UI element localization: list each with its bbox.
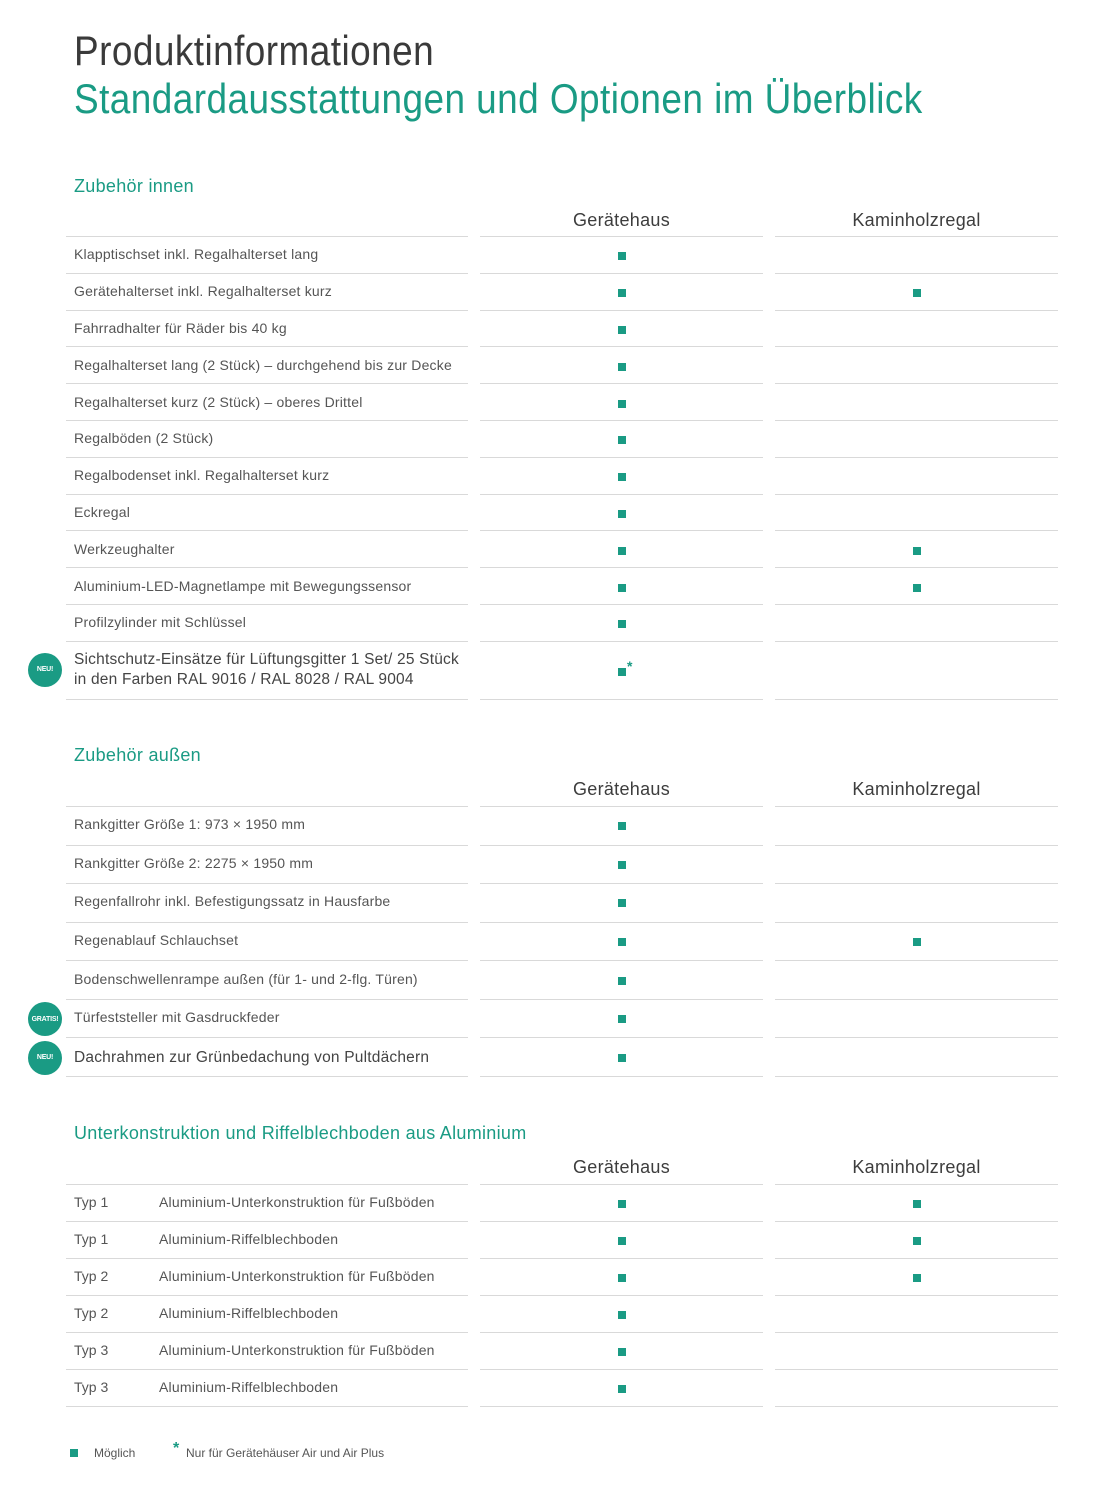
- column-header-kaminholzregal: Kaminholzregal: [852, 779, 981, 799]
- legend-note: Nur für Gerätehäuser Air und Air Plus: [186, 1446, 385, 1460]
- page-subtitle: Standardausstattungen und Optionen im Überblick: [74, 75, 923, 122]
- row-divider: [66, 383, 468, 384]
- table-row-label: Klapptischset inkl. Regalhalterset lang: [74, 246, 319, 263]
- row-divider: [480, 1037, 763, 1038]
- table-row-label: Rankgitter Größe 1: 973 × 1950 mm: [74, 816, 306, 833]
- available-square-icon: [618, 899, 626, 907]
- available-square-icon: [913, 1237, 921, 1245]
- table-row-label: Dachrahmen zur Grünbedachung von Pultdächern: [74, 1048, 430, 1066]
- row-divider: [480, 420, 763, 421]
- table-row-label: Fahrradhalter für Räder bis 40 kg: [74, 320, 287, 336]
- row-divider: [66, 699, 468, 700]
- row-divider: [775, 236, 1058, 237]
- row-divider: [775, 960, 1058, 961]
- row-divider: [66, 1295, 468, 1296]
- row-divider: [775, 1369, 1058, 1370]
- legend-square-icon: [70, 1449, 78, 1457]
- available-square-icon: [618, 977, 626, 985]
- table-row-label: Profilzylinder mit Schlüssel: [74, 614, 247, 631]
- available-square-icon: [913, 547, 921, 555]
- row-divider: [480, 960, 763, 961]
- table-row-label: Regalhalterset lang (2 Stück) – durchgehend bis zur Decke: [74, 356, 452, 373]
- row-divider: [66, 346, 468, 347]
- available-square-icon: [618, 1054, 626, 1062]
- row-divider: [66, 1221, 468, 1222]
- available-square-icon: [618, 620, 626, 628]
- row-divider: [775, 1037, 1058, 1038]
- row-divider: [480, 530, 763, 531]
- available-square-icon: [618, 1015, 626, 1023]
- row-divider: [480, 346, 763, 347]
- available-square-icon: [913, 289, 921, 297]
- table-row-type: Typ 3: [74, 1341, 109, 1358]
- row-divider: [775, 845, 1058, 846]
- row-divider: [775, 1295, 1058, 1296]
- row-divider: [66, 922, 468, 923]
- row-divider: [480, 273, 763, 274]
- section-title-unterkonstruktion: Unterkonstruktion und Riffelblechboden aus Aluminium: [74, 1123, 527, 1143]
- row-divider: [66, 1332, 468, 1333]
- row-divider: [480, 1076, 763, 1077]
- available-square-icon: [618, 861, 626, 869]
- page-title: Produktinformationen: [74, 27, 435, 74]
- column-header-geraetehaus: Gerätehaus: [572, 210, 671, 230]
- section-title-innen: Zubehör innen: [74, 176, 194, 196]
- available-square-icon: [618, 326, 626, 334]
- row-divider: [775, 1184, 1058, 1185]
- row-divider: [480, 922, 763, 923]
- row-divider: [66, 273, 468, 274]
- row-divider: [66, 236, 468, 237]
- available-square-icon: [618, 584, 626, 592]
- row-divider: [66, 883, 468, 884]
- column-header-geraetehaus: Gerätehaus: [572, 1157, 671, 1177]
- table-row-label: Werkzeughalter: [74, 540, 175, 557]
- row-divider: [66, 960, 468, 961]
- row-divider: [775, 604, 1058, 605]
- row-divider: [66, 494, 468, 495]
- row-divider: [66, 999, 468, 1000]
- table-row-label: Regalbodenset inkl. Regalhalterset kurz: [74, 467, 330, 484]
- available-square-icon: [618, 822, 626, 830]
- table-row-label: Regalhalterset kurz (2 Stück) – oberes Drittel: [74, 393, 363, 410]
- row-divider: [775, 1406, 1058, 1407]
- available-square-icon: [913, 938, 921, 946]
- available-square-icon: [618, 668, 626, 676]
- row-divider: [480, 1369, 763, 1370]
- row-divider: [480, 845, 763, 846]
- row-divider: [775, 699, 1058, 700]
- row-divider: [480, 457, 763, 458]
- table-row-label: Regenfallrohr inkl. Befestigungssatz in Hausfarbe: [74, 893, 391, 910]
- new-badge: NEU!: [28, 653, 62, 687]
- table-row-label: Rankgitter Größe 2: 2275 × 1950 mm: [74, 854, 314, 871]
- row-divider: [66, 1184, 468, 1185]
- row-divider: [66, 1258, 468, 1259]
- table-row-label: Regalböden (2 Stück): [74, 430, 214, 447]
- available-square-icon: [618, 363, 626, 371]
- row-divider: [775, 530, 1058, 531]
- row-divider: [480, 883, 763, 884]
- row-divider: [480, 1332, 763, 1333]
- table-row-label: in den Farben RAL 9016 / RAL 8028 / RAL 9004: [74, 670, 414, 688]
- row-divider: [775, 420, 1058, 421]
- row-divider: [775, 1258, 1058, 1259]
- row-divider: [66, 641, 468, 642]
- available-square-icon: [618, 1274, 626, 1282]
- row-divider: [480, 1258, 763, 1259]
- available-square-icon: [618, 436, 626, 444]
- row-divider: [66, 1037, 468, 1038]
- row-divider: [480, 641, 763, 642]
- row-divider: [775, 922, 1058, 923]
- row-divider: [66, 310, 468, 311]
- row-divider: [775, 567, 1058, 568]
- table-row-label: Aluminium-Unterkonstruktion für Fußböden: [159, 1267, 435, 1284]
- legend-label: Möglich: [94, 1446, 136, 1460]
- row-divider: [480, 567, 763, 568]
- column-header-kaminholzregal: Kaminholzregal: [852, 210, 981, 230]
- table-row-label: Aluminium-LED-Magnetlampe mit Bewegungssensor: [74, 577, 412, 594]
- available-square-icon: [618, 547, 626, 555]
- row-divider: [66, 420, 468, 421]
- available-square-icon: [618, 1237, 626, 1245]
- available-square-icon: [618, 289, 626, 297]
- row-divider: [480, 999, 763, 1000]
- row-divider: [66, 530, 468, 531]
- table-row-label: Gerätehalterset inkl. Regalhalterset kurz: [74, 283, 332, 300]
- row-divider: [66, 845, 468, 846]
- new-badge: NEU!: [28, 1041, 62, 1075]
- row-divider: [775, 1076, 1058, 1077]
- table-row-label: Aluminium-Riffelblechboden: [159, 1230, 339, 1247]
- row-divider: [480, 806, 763, 807]
- row-divider: [480, 699, 763, 700]
- section-title-aussen: Zubehör außen: [74, 745, 201, 765]
- legend-star-icon: *: [173, 1440, 180, 1457]
- row-divider: [480, 383, 763, 384]
- row-divider: [775, 346, 1058, 347]
- table-row-type: Typ 2: [74, 1304, 109, 1321]
- available-square-icon: [618, 252, 626, 260]
- row-divider: [775, 494, 1058, 495]
- footnote-star-icon: *: [627, 657, 633, 674]
- table-row-label: Sichtschutz-Einsätze für Lüftungsgitter 1 Set/ 25 Stück: [74, 650, 459, 668]
- row-divider: [775, 806, 1058, 807]
- row-divider: [66, 806, 468, 807]
- gratis-badge: GRATIS!: [28, 1002, 62, 1036]
- available-square-icon: [618, 473, 626, 481]
- row-divider: [480, 1406, 763, 1407]
- table-row-label: Aluminium-Riffelblechboden: [159, 1304, 339, 1321]
- available-square-icon: [618, 400, 626, 408]
- table-row-type: Typ 1: [74, 1230, 109, 1247]
- row-divider: [775, 883, 1058, 884]
- row-divider: [66, 1076, 468, 1077]
- row-divider: [66, 604, 468, 605]
- row-divider: [775, 1221, 1058, 1222]
- available-square-icon: [618, 1348, 626, 1356]
- row-divider: [775, 999, 1058, 1000]
- row-divider: [480, 494, 763, 495]
- available-square-icon: [913, 1200, 921, 1208]
- available-square-icon: [618, 1311, 626, 1319]
- row-divider: [480, 236, 763, 237]
- column-header-geraetehaus: Gerätehaus: [572, 779, 671, 799]
- column-header-kaminholzregal: Kaminholzregal: [852, 1157, 981, 1177]
- available-square-icon: [618, 1385, 626, 1393]
- available-square-icon: [913, 584, 921, 592]
- available-square-icon: [618, 510, 626, 518]
- row-divider: [66, 1369, 468, 1370]
- table-row-label: Aluminium-Unterkonstruktion für Fußböden: [159, 1341, 435, 1358]
- available-square-icon: [618, 938, 626, 946]
- row-divider: [775, 273, 1058, 274]
- row-divider: [775, 457, 1058, 458]
- table-row-label: Aluminium-Unterkonstruktion für Fußböden: [159, 1193, 435, 1210]
- available-square-icon: [618, 1200, 626, 1208]
- row-divider: [66, 567, 468, 568]
- row-divider: [775, 383, 1058, 384]
- row-divider: [480, 1184, 763, 1185]
- table-row-label: Eckregal: [74, 504, 131, 520]
- table-row-type: Typ 1: [74, 1193, 109, 1210]
- row-divider: [775, 310, 1058, 311]
- row-divider: [480, 1221, 763, 1222]
- row-divider: [775, 641, 1058, 642]
- row-divider: [66, 1406, 468, 1407]
- table-row-type: Typ 2: [74, 1267, 109, 1284]
- row-divider: [775, 1332, 1058, 1333]
- row-divider: [480, 1295, 763, 1296]
- row-divider: [66, 457, 468, 458]
- row-divider: [480, 310, 763, 311]
- table-row-type: Typ 3: [74, 1378, 109, 1395]
- row-divider: [480, 604, 763, 605]
- table-row-label: Regenablauf Schlauchset: [74, 932, 239, 948]
- table-row-label: Aluminium-Riffelblechboden: [159, 1378, 339, 1395]
- table-row-label: Türfeststeller mit Gasdruckfeder: [74, 1009, 280, 1026]
- table-row-label: Bodenschwellenrampe außen (für 1- und 2-flg. Türen): [74, 970, 418, 987]
- available-square-icon: [913, 1274, 921, 1282]
